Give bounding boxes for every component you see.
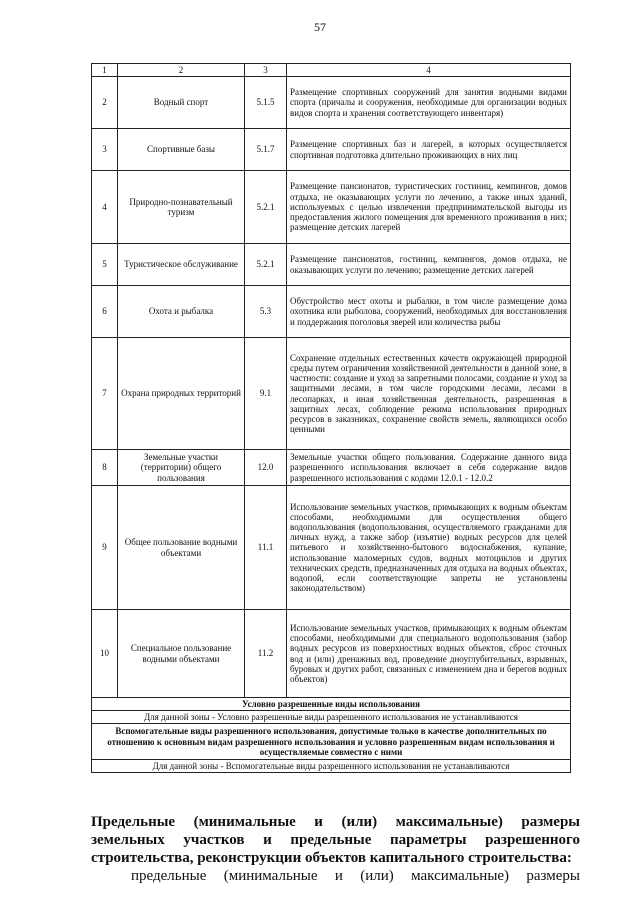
use-type-code: 5.1.5	[245, 77, 287, 129]
use-type-name: Спортивные базы	[118, 129, 245, 171]
conditional-uses-heading: Условно разрешенные виды использования	[92, 698, 571, 711]
use-type-name: Водный спорт	[118, 77, 245, 129]
use-type-code: 5.3	[245, 286, 287, 338]
conditional-note-row	[92, 711, 571, 724]
use-type-name: Туристическое обслуживание	[118, 244, 245, 286]
header-cell: 4	[287, 64, 571, 77]
header-cell: 3	[245, 64, 287, 77]
use-type-description: Использование земельных участков, примыкающих к водным объектам способами, необходимыми для осуществления общего водопользования (водопользования, осуществляемого гражданами для личных нужд, а также забор (изъятие) водных ресурсов для целей питьевого и хозяйственно-бытового водоснабжения, купание, использование маломерных судов, водных мотоциклов и других технических средств, предназначенных для отдыха на водных объектах, водопой, если соответствующие запреты не установлены законодательством)	[287, 486, 571, 610]
header-cell: 2	[118, 64, 245, 77]
use-type-description: Размещение спортивных сооружений для занятия водными видами спорта (причалы и сооружения, необходимые для организации водных видов спорта и хранения соответствующего инвентаря)	[287, 77, 571, 129]
use-type-name: Земельные участки (территории) общего пользования	[118, 450, 245, 486]
row-number: 10	[92, 610, 118, 698]
table-row	[92, 450, 571, 486]
use-type-code: 11.1	[245, 486, 287, 610]
use-type-description: Размещение спортивных баз и лагерей, в которых осуществляется спортивная подготовка длительно проживающих в них лиц	[287, 129, 571, 171]
table-row	[92, 129, 571, 171]
section-heading-line: земельных участков и предельные параметры разрешенного	[91, 832, 580, 848]
table-row	[92, 286, 571, 338]
table-row	[92, 171, 571, 244]
table-header-row	[92, 64, 571, 77]
use-type-description: Обустройство мест охоты и рыбалки, в том числе размещение дома охотника или рыболова, сооружений, необходимых для восстановления и поддержания поголовья зверей или количества рыбы	[287, 286, 571, 338]
use-type-description: Сохранение отдельных естественных качеств окружающей природной среды путем ограничения хозяйственной деятельности в данной зоне, в частности: создание и уход за запретными полосами, создание и уход за защитными лесами, в том числе городскими лесами, лесами в лесопарках, и иная хозяйственная деятельность, разрешенная в защитных лесах, соблюдение режима использования природных ресурсов в заказниках, сохранение свойств земель, являющихся особо ценными	[287, 338, 571, 450]
use-type-name: Общее пользование водными объектами	[118, 486, 245, 610]
section-heading-line: строительства, реконструкции объектов капитального строительства:	[91, 850, 572, 866]
use-type-description: Земельные участки общего пользования. Содержание данного вида разрешенного использования включает в себя содержание видов разрешенного использования с кодами 12.0.1 - 12.0.2	[287, 450, 571, 486]
row-number: 4	[92, 171, 118, 244]
use-type-name: Охота и рыбалка	[118, 286, 245, 338]
table-row	[92, 77, 571, 129]
header-cell: 1	[92, 64, 118, 77]
row-number: 6	[92, 286, 118, 338]
auxiliary-uses-note: Для данной зоны - Вспомогательные виды разрешенного использования не устанавливаются	[92, 760, 571, 773]
table-row	[92, 338, 571, 450]
use-type-description: Размещение пансионатов, туристических гостиниц, кемпингов, домов отдыха, не оказывающих услуги по лечению, а также иных зданий, используемых с целью извлечения предпринимательской выгоды из предоставления жилого помещения для временного проживания в них; размещение детских лагерей	[287, 171, 571, 244]
use-type-name: Охрана природных территорий	[118, 338, 245, 450]
use-type-code: 11.2	[245, 610, 287, 698]
row-number: 9	[92, 486, 118, 610]
auxiliary-heading-row	[92, 724, 571, 760]
table-row	[92, 486, 571, 610]
use-type-description: Использование земельных участков, примыкающих к водным объектам способами, необходимыми для специального водопользования (забор водных ресурсов из поверхностных водных объектов, сброс сточных вод и (или) дренажных вод, проведение дноуглубительных, взрывных, буровых и других работ, связанных с изменением дна и берегов водных объектов)	[287, 610, 571, 698]
conditional-heading-row	[92, 698, 571, 711]
land-use-table	[91, 63, 571, 773]
use-type-name: Специальное пользование водными объектами	[118, 610, 245, 698]
row-number: 2	[92, 77, 118, 129]
use-type-code: 5.2.1	[245, 171, 287, 244]
section-heading-line: Предельные (минимальные и (или) максимальные) размеры	[91, 814, 580, 830]
section-heading	[91, 813, 580, 867]
page-number: 57	[314, 20, 326, 34]
auxiliary-uses-heading: Вспомогательные виды разрешенного использования, допустимые только в качестве дополнительных по отношению к основным видам разрешенного использования и условно разрешенным видам использования и осуществляемые совместно с ними	[92, 724, 571, 760]
use-type-name: Природно-познавательный туризм	[118, 171, 245, 244]
use-type-code: 5.1.7	[245, 129, 287, 171]
row-number: 3	[92, 129, 118, 171]
use-type-code: 12.0	[245, 450, 287, 486]
use-type-code: 9.1	[245, 338, 287, 450]
body-paragraph: предельные (минимальные и (или) максимальные) размеры	[131, 868, 580, 884]
auxiliary-note-row	[92, 760, 571, 773]
table-row	[92, 244, 571, 286]
use-type-description: Размещение пансионатов, гостиниц, кемпингов, домов отдыха, не оказывающих услуги по лечению; размещение детских лагерей	[287, 244, 571, 286]
table-row	[92, 610, 571, 698]
row-number: 8	[92, 450, 118, 486]
row-number: 5	[92, 244, 118, 286]
row-number: 7	[92, 338, 118, 450]
use-type-code: 5.2.1	[245, 244, 287, 286]
conditional-uses-note: Для данной зоны - Условно разрешенные виды разрешенного использования не устанавливаются	[92, 711, 571, 724]
